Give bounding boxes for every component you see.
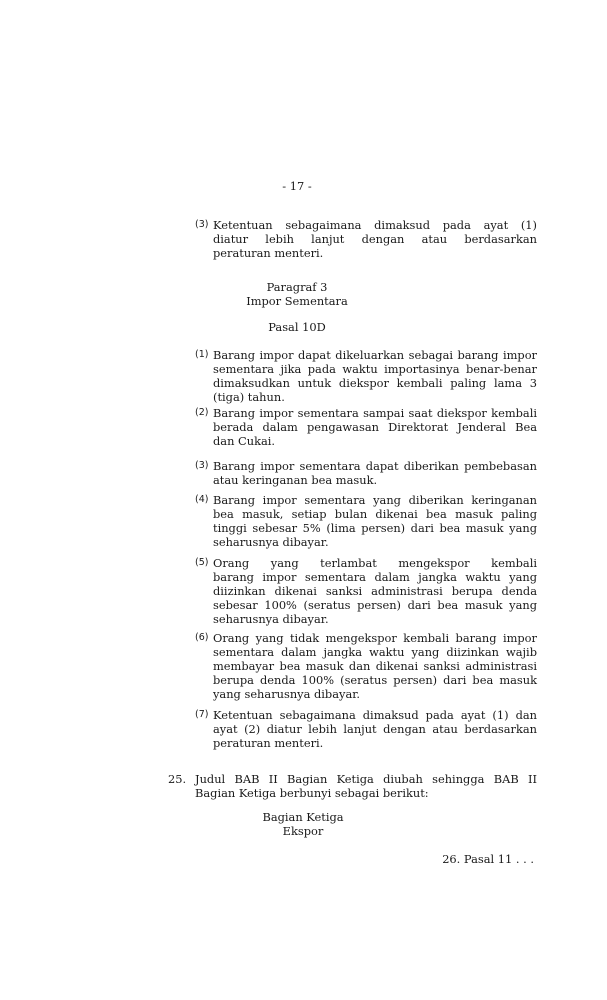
paragraf-heading: Paragraf 3 [266, 280, 328, 294]
text-line: sementara dalam jangka waktu yang diizinkan wajib [213, 645, 537, 659]
ayat-text [195, 772, 537, 800]
ayat-number: (5) [195, 557, 209, 568]
ayat-number: 25. [168, 772, 187, 786]
ayat-text [213, 459, 537, 487]
text-line: Ketentuan sebagaimana dimaksud pada ayat (1) dan [213, 708, 537, 722]
text-line: bea masuk, setiap bulan dikenai bea masuk paling [213, 507, 537, 521]
ayat-text [213, 556, 537, 626]
ayat-number: (6) [195, 632, 209, 643]
text-line: yang seharusnya dibayar. [213, 687, 361, 701]
text-line: sementara jika pada waktu importasinya benar-benar [213, 362, 537, 376]
text-line: Barang impor dapat dikeluarkan sebagai barang impor [213, 348, 537, 362]
text-line: Orang yang tidak mengekspor kembali barang impor [213, 631, 537, 645]
text-line: Barang impor sementara dapat diberikan pembebasan [213, 459, 537, 473]
text-line: membayar bea masuk dan dikenai sanksi administrasi [213, 659, 537, 673]
ayat-text [213, 218, 537, 260]
text-line: diizinkan dikenai sanksi administrasi berupa denda [213, 584, 537, 598]
page-number: - 17 - [282, 179, 312, 193]
text-line: (tiga) tahun. [213, 390, 285, 404]
ayat-text [213, 406, 537, 448]
ayat-text [213, 631, 537, 701]
text-line: Ketentuan sebagaimana dimaksud pada ayat (1) [213, 218, 537, 232]
text-line: dimaksudkan untuk diekspor kembali paling lama 3 [213, 376, 537, 390]
text-line: peraturan menteri. [213, 736, 324, 750]
ayat-number: (1) [195, 349, 209, 360]
ayat-text [213, 348, 537, 404]
text-line: berupa denda 100% (seratus persen) dari bea masuk [213, 673, 537, 687]
text-line: Barang impor sementara sampai saat diekspor kembali [213, 406, 537, 420]
continuation-note: 26. Pasal 11 . . . [442, 852, 534, 866]
section-heading: Bagian Ketiga [262, 810, 344, 824]
ayat-number: (7) [195, 709, 209, 720]
text-line: sebesar 100% (seratus persen) dari bea masuk yang [213, 598, 537, 612]
pasal-heading: Pasal 10D [268, 320, 326, 334]
ayat-number: (3) [195, 460, 209, 471]
text-line: dan Cukai. [213, 434, 276, 448]
ayat-text [213, 493, 537, 549]
text-line: peraturan menteri. [213, 246, 324, 260]
text-line: Orang yang terlambat mengekspor kembali [213, 556, 537, 570]
ayat-text [213, 708, 537, 750]
section-title: Ekspor [282, 824, 324, 838]
ayat-number: (2) [195, 407, 209, 418]
text-line: Bagian Ketiga berbunyi sebagai berikut: [195, 786, 429, 800]
text-line: diatur lebih lanjut dengan atau berdasarkan [213, 232, 537, 246]
text-line: Barang impor sementara yang diberikan keringanan [213, 493, 537, 507]
text-line: Judul BAB II Bagian Ketiga diubah sehingga BAB II [195, 772, 537, 786]
text-line: seharusnya dibayar. [213, 612, 329, 626]
ayat-number: (3) [195, 219, 209, 230]
paragraf-title: Impor Sementara [246, 294, 348, 308]
text-line: berada dalam pengawasan Direktorat Jenderal Bea [213, 420, 537, 434]
text-line: barang impor sementara dalam jangka waktu yang [213, 570, 537, 584]
ayat-number: (4) [195, 494, 209, 505]
text-line: seharusnya dibayar. [213, 535, 329, 549]
text-line: ayat (2) diatur lebih lanjut dengan atau berdasarkan [213, 722, 537, 736]
text-line: tinggi sebesar 5% (lima persen) dari bea masuk yang [213, 521, 537, 535]
text-line: atau keringanan bea masuk. [213, 473, 378, 487]
